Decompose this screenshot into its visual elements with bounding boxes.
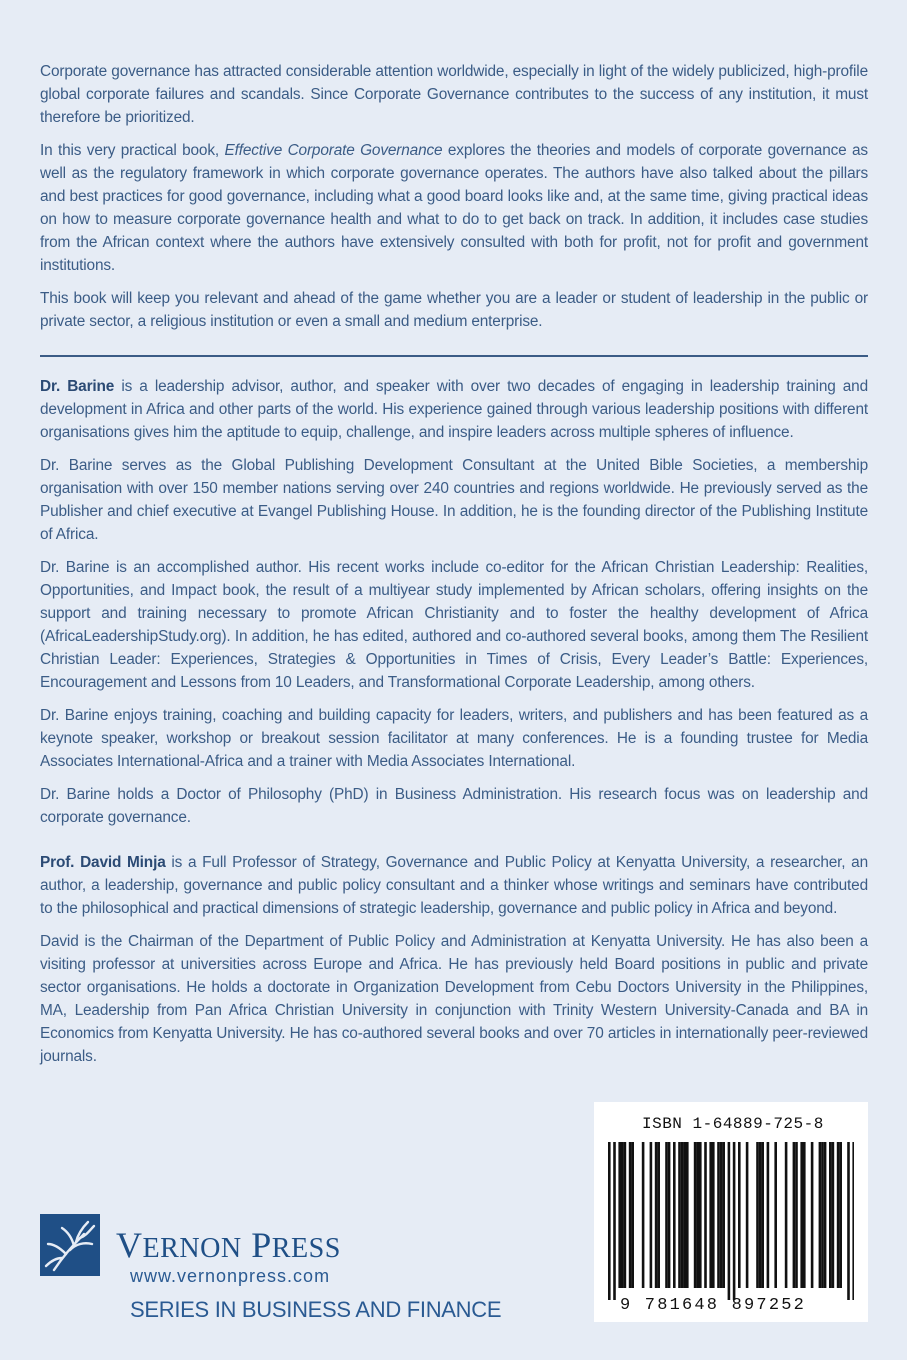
barcode-bar [704, 1142, 707, 1288]
section-divider [40, 355, 868, 357]
barcode-bar [608, 1142, 611, 1300]
barcode-bar [824, 1142, 827, 1288]
barcode-bar [795, 1142, 798, 1288]
barcode-bar [709, 1142, 712, 1288]
barcode-bar [722, 1142, 725, 1288]
blurb-paragraph-3: This book will keep you relevant and ahead of the game whether you are a leader or student of leadership in the public or private sector, a religious institution or even a small and medium enterprise. [40, 290, 868, 330]
barcode-bar [621, 1142, 624, 1288]
isbn-barcode-block [594, 1102, 868, 1322]
author2-bio-1-text: is a Full Professor of Strategy, Governance and Public Policy at Kenyatta University, a researcher, an author, a leadership, governance and public policy consultant and a thinker whose writings and seminars have contributed to the philosophical and practical dimensions of strategic leadership, governance and public policy in Africa and beyond. [40, 854, 869, 917]
author2-bio-2: David is the Chairman of the Department of Public Policy and Administration at Kenyatta University. He has also been a visiting professor at universities across Europe and Africa. He has previously held Board positions in public and private sector organisations. He holds a doctorate in Organization Development from Cebu Doctors University in the Philippines, MA, Leadership from Pan Africa Christian University in conjunction with Trinity Western University-Canada and BA in Economics from Kenyatta University. He has co-authored several books and over 70 articles in internationally peer-reviewed journals. [40, 933, 868, 1065]
barcode-bar [655, 1142, 658, 1288]
barcode-bar [631, 1142, 634, 1288]
barcode-bar [767, 1142, 770, 1288]
barcode-bar [717, 1142, 720, 1288]
barcode-bar [665, 1142, 668, 1288]
blurb-paragraph-2 [40, 139, 868, 277]
barcode-bar [793, 1142, 796, 1288]
barcode-bar [629, 1142, 632, 1288]
barcode-bar [756, 1142, 759, 1288]
barcode-bar [839, 1142, 842, 1288]
barcode-bar [668, 1142, 671, 1288]
barcode-bar [847, 1142, 850, 1300]
barcode-bar [650, 1142, 653, 1288]
barcode-bar [712, 1142, 715, 1288]
barcode-bar [819, 1142, 822, 1288]
barcode-bar [811, 1142, 814, 1288]
barcode-bar [678, 1142, 681, 1288]
barcode-bar [618, 1142, 621, 1288]
barcode-bar [837, 1142, 840, 1288]
barcode-bar [852, 1142, 854, 1300]
barcode-bar [699, 1142, 702, 1288]
blurb-paragraph-1: Corporate governance has attracted considerable attention worldwide, especially in light of the widely publicized, high-profile global corporate failures and scandals. Since Corporate Governance contributes to the success of any institution, it must therefore be prioritized. [40, 63, 868, 126]
author1-bio-4: Dr. Barine enjoys training, coaching and building capacity for leaders, writers, and publishers and has been featured as a keynote speaker, workshop or breakout session facilitator at many conferences. He is a founding trustee for Media Associates International-Africa and a trainer with Media Associates International. [40, 707, 868, 770]
blurb-p2-prefix: In this very practical book, [40, 142, 225, 159]
author2-name: Prof. David Minja [40, 854, 166, 871]
author1-bio-3: Dr. Barine is an accomplished author. His recent works include co-editor for the African Christian Leadership: Realities, Opportunities, and Impact book, the result of a multiyear study implemented by African scholars, offering insights on the support and training necessary to promote African Christianity and to foster the healthy development of Africa (AfricaLeadershipStudy.org). In addition, he has edited, authored and co-authored several books, among them The Resilient Christian Leader: Experiences, Strategies & Opportunities in Times of Crisis, Every Leader’s Battle: Experiences, Encouragement and Lessons from 10 Leaders, and Transformational Corporate Leadership, among others. [40, 559, 868, 691]
barcode-bar [681, 1142, 684, 1288]
barcode-bar [821, 1142, 824, 1288]
barcode-bar [738, 1142, 741, 1288]
barcode-bar [624, 1142, 627, 1288]
author1-name: Dr. Barine [40, 378, 115, 395]
barcode-bar [785, 1142, 788, 1288]
book-title: Effective Corporate Governance [224, 142, 443, 159]
barcode-bar [673, 1142, 676, 1288]
barcode-bar [613, 1142, 616, 1300]
barcode-bar [686, 1142, 689, 1288]
author2-bio-1 [40, 851, 868, 920]
publisher-name: VERNON PRESS [116, 1225, 341, 1265]
back-cover-text [40, 60, 868, 1078]
author1-bio-1 [40, 375, 868, 444]
author1-bio-5: Dr. Barine holds a Doctor of Philosophy (PhD) in Business Administration. His research focus was on leadership and corporate governance. [40, 786, 868, 826]
blurb-p2-rest: explores the theories and models of corporate governance as well as the regulatory framework in which corporate governance operates. The authors have also talked about the pillars and best practices for good governance, including what a good board looks like and, at the same time, giving practical ideas on how to measure corporate governance health and what to do to get back on track. In addition, it includes case studies from the African context where the authors have extensively consulted with both for profit, not for profit and government institutions. [40, 142, 868, 274]
barcode-bar [657, 1142, 660, 1288]
barcode-bar [694, 1142, 697, 1288]
author1-bio-1-text: is a leadership advisor, author, and speaker with over two decades of engaging in leadership training and development in Africa and other parts of the world. His experience gained through various leadership positions with different organisations gives him the aptitude to equip, challenge, and inspire leaders across multiple spheres of influence. [40, 378, 868, 441]
barcode-bar [759, 1142, 762, 1288]
barcode-bar [728, 1142, 731, 1300]
barcode-bar [803, 1142, 806, 1288]
isbn-label: ISBN 1-64889-725-8 [642, 1115, 824, 1133]
barcode-bar [832, 1142, 835, 1288]
barcode-bar [746, 1142, 749, 1288]
barcode-bar [761, 1142, 764, 1288]
vernon-press-tree-logo-icon [40, 1214, 100, 1276]
series-label: SERIES IN BUSINESS AND FINANCE [130, 1297, 502, 1322]
publisher-url: www.vernonpress.com [130, 1266, 331, 1286]
barcode-image [608, 1142, 854, 1300]
barcode-bar [800, 1142, 803, 1288]
barcode-bar [774, 1142, 777, 1288]
barcode-bar [829, 1142, 832, 1288]
barcode-bar [642, 1142, 645, 1288]
ean-digits: 9 781648 897252 [620, 1296, 807, 1315]
barcode-bar [720, 1142, 723, 1288]
author1-bio-2: Dr. Barine serves as the Global Publishing Development Consultant at the United Bible Societies, a membership organisation with over 150 member nations serving over 240 countries and regions worldwide. He previously served as the Publisher and chief executive at Evangel Publishing House. In addition, he is the founding director of the Publishing Institute of Africa. [40, 457, 868, 543]
spacer [40, 839, 868, 851]
barcode-bar [683, 1142, 686, 1288]
barcode-bar [733, 1142, 736, 1300]
barcode-bar [696, 1142, 699, 1288]
